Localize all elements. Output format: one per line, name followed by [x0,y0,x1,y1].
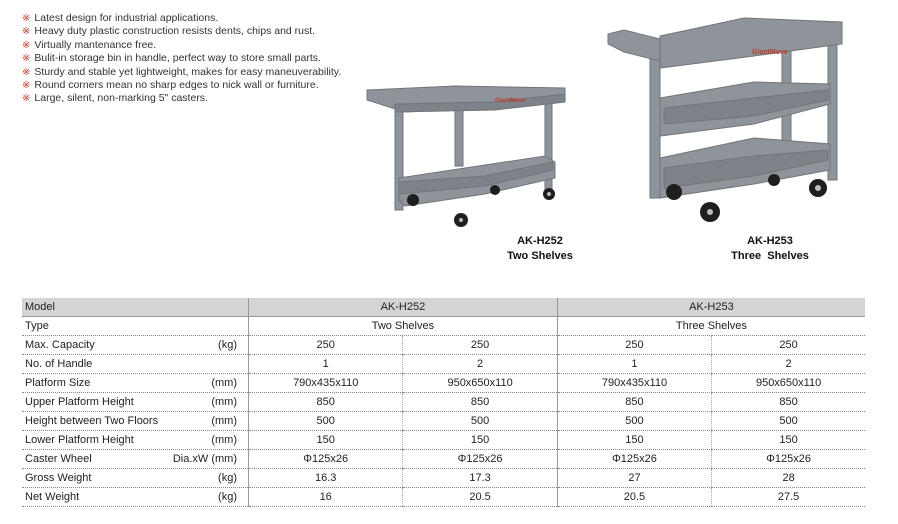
value-cell: 150 [557,431,711,450]
row-label: Platform Size [25,377,91,389]
row-label: Upper Platform Height [25,396,134,408]
row-label-cell [22,488,249,507]
value-cell: 850 [712,393,865,412]
product-code: AK-H253 [747,235,793,247]
value-cell: 27 [557,469,711,488]
value-cell: 20.5 [403,488,557,507]
value-cell: 500 [249,412,403,431]
value-cell: Φ125x26 [249,450,403,469]
row-unit: (mm) [211,377,237,389]
value-cell: 28 [712,469,865,488]
value-cell: 16 [249,488,403,507]
row-unit: (kg) [218,491,237,503]
two-shelf-cart-image [365,82,570,230]
feature-item: ※ Sturdy and stable yet lightweight, makes for easy maneuverability. [22,65,342,78]
row-label: Max. Capacity [25,339,95,351]
row-label-cell [22,412,249,431]
value-cell: 950x650x110 [403,374,557,393]
bullet-icon: ※ [22,66,31,78]
row-label: Lower Platform Height [25,434,134,446]
row-label: Height between Two Floors [25,415,159,427]
three-shelf-cart-image [604,8,848,230]
value-cell: 150 [712,431,865,450]
spec-table [22,298,865,507]
value-cell: 250 [712,336,865,355]
bullet-icon: ※ [22,39,31,51]
feature-item: ※ Heavy duty plastic construction resists dents, chips and rust. [22,25,316,38]
table-row [22,317,865,336]
value-cell: 500 [557,412,711,431]
product-desc: Three Shelves [731,250,809,262]
row-label-cell [22,336,249,355]
header-group-ak-h253: AK-H253 [557,298,865,317]
feature-list [22,12,341,106]
feature-item: ※ Latest design for industrial applications. [22,12,219,24]
row-label: Net Weight [25,491,80,503]
value-cell: 2 [403,355,557,374]
row-unit: (mm) [211,415,237,427]
row-unit: (kg) [218,339,237,351]
value-cell: 250 [557,336,711,355]
value-cell: Φ125x26 [403,450,557,469]
value-cell: 17.3 [403,469,557,488]
value-cell: 950x650x110 [712,374,865,393]
row-label-cell [22,431,249,450]
row-label-cell [22,374,249,393]
type-ak-h252: Two Shelves [249,317,558,336]
header-group-ak-h252: AK-H252 [249,298,558,317]
bullet-icon: ※ [22,80,31,92]
value-cell: 1 [249,355,403,374]
table-row [22,488,865,507]
table-row [22,412,865,431]
row-unit: (mm) [211,434,237,446]
value-cell: 500 [403,412,557,431]
product-desc: Two Shelves [507,250,573,262]
bullet-icon: ※ [22,26,31,38]
value-cell: 250 [249,336,403,355]
table-row [22,355,865,374]
feature-item: ※ Bulit-in storage bin in handle, perfect way to store small parts. [22,52,321,65]
row-unit: (mm) [211,396,237,408]
value-cell: 150 [249,431,403,450]
row-label: Gross Weight [25,472,92,484]
row-label: No. of Handle [25,358,93,370]
brand-logo: GiantMove [495,98,526,104]
value-cell: Φ125x26 [557,450,711,469]
table-row [22,336,865,355]
table-row [22,431,865,450]
product-caption-ak-h253 [708,234,832,264]
value-cell: 1 [557,355,711,374]
row-label-cell [22,450,249,469]
row-label-cell [22,393,249,412]
feature-item: ※ Round corners mean no sharp edges to nick wall or furniture. [22,79,319,92]
bullet-icon: ※ [22,13,31,24]
bullet-icon: ※ [22,93,31,105]
value-cell: 850 [557,393,711,412]
row-unit: Dia.xW (mm) [172,453,237,465]
feature-item: ※ Large, silent, non-marking 5" casters. [22,92,208,105]
table-row [22,393,865,412]
bullet-icon: ※ [22,53,31,65]
value-cell: 850 [249,393,403,412]
feature-item: ※ Virtually mantenance free. [22,38,157,51]
value-cell: 27.5 [712,488,865,507]
value-cell: 16.3 [249,469,403,488]
value-cell: 850 [403,393,557,412]
value-cell: 500 [712,412,865,431]
table-header-row [22,298,865,317]
value-cell: 250 [403,336,557,355]
table-row [22,469,865,488]
row-unit: (kg) [218,472,237,484]
value-cell: 2 [712,355,865,374]
product-code: AK-H252 [517,235,563,247]
value-cell: 790x435x110 [557,374,711,393]
value-cell: 20.5 [557,488,711,507]
table-row [22,374,865,393]
value-cell: 790x435x110 [249,374,403,393]
value-cell: 150 [403,431,557,450]
type-ak-h253: Three Shelves [557,317,865,336]
header-model: Model [22,298,249,317]
row-label: Type [22,317,249,336]
product-caption-ak-h252 [480,234,600,264]
value-cell: Φ125x26 [712,450,865,469]
table-row [22,450,865,469]
row-label: Caster Wheel [25,453,92,465]
row-label-cell [22,469,249,488]
row-label-cell [22,355,249,374]
brand-logo: GiantMove [752,49,788,56]
